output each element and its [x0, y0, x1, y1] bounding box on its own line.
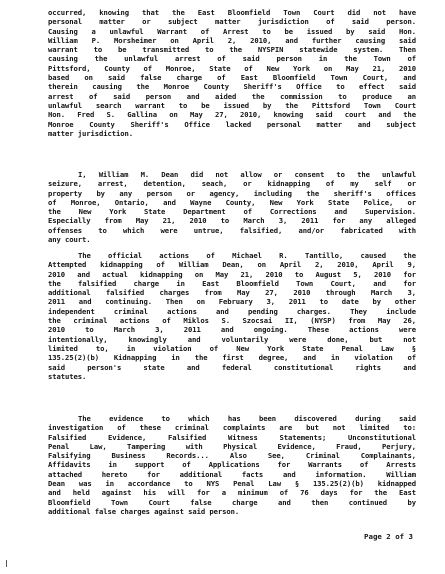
text-line: Monroe County Sheriff's Office lacked personal matter and subject [48, 119, 416, 129]
text-line: 135.25(2)(b) Kidnapping in the first degree, and in violation of [48, 353, 416, 363]
text-line: limited to, in violation of New York State Penal Law § [48, 343, 416, 353]
text-line: Causing a unlawful Warrant of Arrest to be issued by said Hon. [48, 26, 416, 36]
text-line: matter jurisdiction. [48, 128, 133, 138]
text-line: attached hereto for additional facts and information. William [48, 469, 416, 479]
text-line: intentionally, knowingly and voluntarily were done, but not [48, 334, 416, 344]
text-line: the falsified charge in East Bloomfield Town Court, and for [48, 278, 416, 288]
margin-mark [6, 560, 9, 567]
text-line: William P. Morsheimer on April 2, 2010, and further causing said [48, 35, 416, 45]
text-line: causing the unlawful arrest of said person in the Town of [48, 54, 416, 64]
text-line: statutes. [48, 371, 87, 381]
text-line: and held against his will for a minimum of 76 days for the East [48, 488, 416, 498]
text-line: property by any person or agency, including the sheriff's offices [48, 188, 416, 198]
text-line: of Monroe, Ontario, and Wayne County, New York State Police, or [48, 197, 416, 207]
text-line: 2010 to March 3, 2011 and ongoing. These actions were [48, 325, 416, 335]
text-line: the New York State Department of Corrections and Supervision. [48, 207, 416, 217]
text-line: Falsifying Business Records... Also See, Criminal Complainants, [48, 451, 416, 461]
text-line: Penal Law, Tampering with Physical Evidence, Fraud, Perjury, [48, 441, 416, 451]
text-line: unlawful search warrant to be issued by the Pittsford Town Court [48, 100, 416, 110]
text-line: Especially from May 21, 2010 to March 3, 2011 for any alleged [48, 216, 416, 226]
text-line: therein causing the Monroe County Sheriff's Office to effect said [48, 82, 416, 92]
text-line: Pittsford, County of Monroe, State of New York on May 21, 2010 [48, 63, 416, 73]
text-line: The official actions of Michael R. Tantillo, caused the [78, 251, 416, 260]
text-line: Bloomfield Town Court false charge and then continued by [48, 497, 416, 507]
text-line: additional falsified charges from May 27, 2010 through March 3, [48, 288, 416, 298]
text-line: Hon. Fred S. Gallina on May 27, 2010, knowing said court and the [48, 110, 416, 120]
text-line: I, William M. Dean did not allow or consent to the unlawful [78, 170, 416, 179]
text-line: 2010 and actual kidnapping on May 21, 2010 to August 5, 2010 for [48, 269, 416, 279]
text-line: investigation of these criminal complaints are but not limited to: [48, 423, 416, 433]
paragraph-evidence [48, 414, 416, 516]
text-line: independent criminal actions and pending charges. They include [48, 306, 416, 316]
text-line: occurred, knowing that the East Bloomfield Town Court did not have [48, 8, 416, 17]
page-number: Page 2 of 3 [364, 532, 413, 541]
text-line: any court. [48, 235, 91, 245]
text-line: 2011 and continuing. Then on February 3, 2011 to date by other [48, 297, 416, 307]
text-line: Affidavits in support of Applications for Warrants of Arrests [48, 460, 416, 470]
text-line: offenses to which were untrue, falsified, and/or fabricated with [48, 225, 416, 235]
text-line: Attempted kidnapping of William Dean, on April 2, 2010, April 9, [48, 260, 416, 270]
text-line: said person's state and federal constitutional rights and [48, 362, 416, 372]
text-line: Dean was in accordance to NYS Penal Law § 135.25(2)(b) kidnapped [48, 479, 416, 489]
text-line: personal matter or subject matter jurisdiction of said person. [48, 17, 416, 27]
text-line: warrant to be transmitted to the NYSPIN statewide system. Then [48, 45, 416, 55]
text-line: arrest of said person and aided the commission to produce an [48, 91, 416, 101]
text-line: Falsified Evidence, Falsified Witness Statements; Unconstitutional [48, 432, 416, 442]
paragraph-non-consent [48, 170, 416, 244]
text-line: additional false charges against said person. [48, 506, 240, 516]
text-line: the criminal actions of Miklos S. Szocsai II, (NYSP) from May 26, [48, 316, 416, 326]
text-line: The evidence to which has been discovered during said [78, 414, 416, 423]
paragraph-jurisdiction [48, 8, 416, 138]
text-line: seizure, arrest, detention, seach, or kidnapping of my self or [48, 179, 416, 189]
text-line: based on said false charge of East Bloomfield Town Court, and [48, 73, 416, 83]
paragraph-official-actions [48, 251, 416, 381]
